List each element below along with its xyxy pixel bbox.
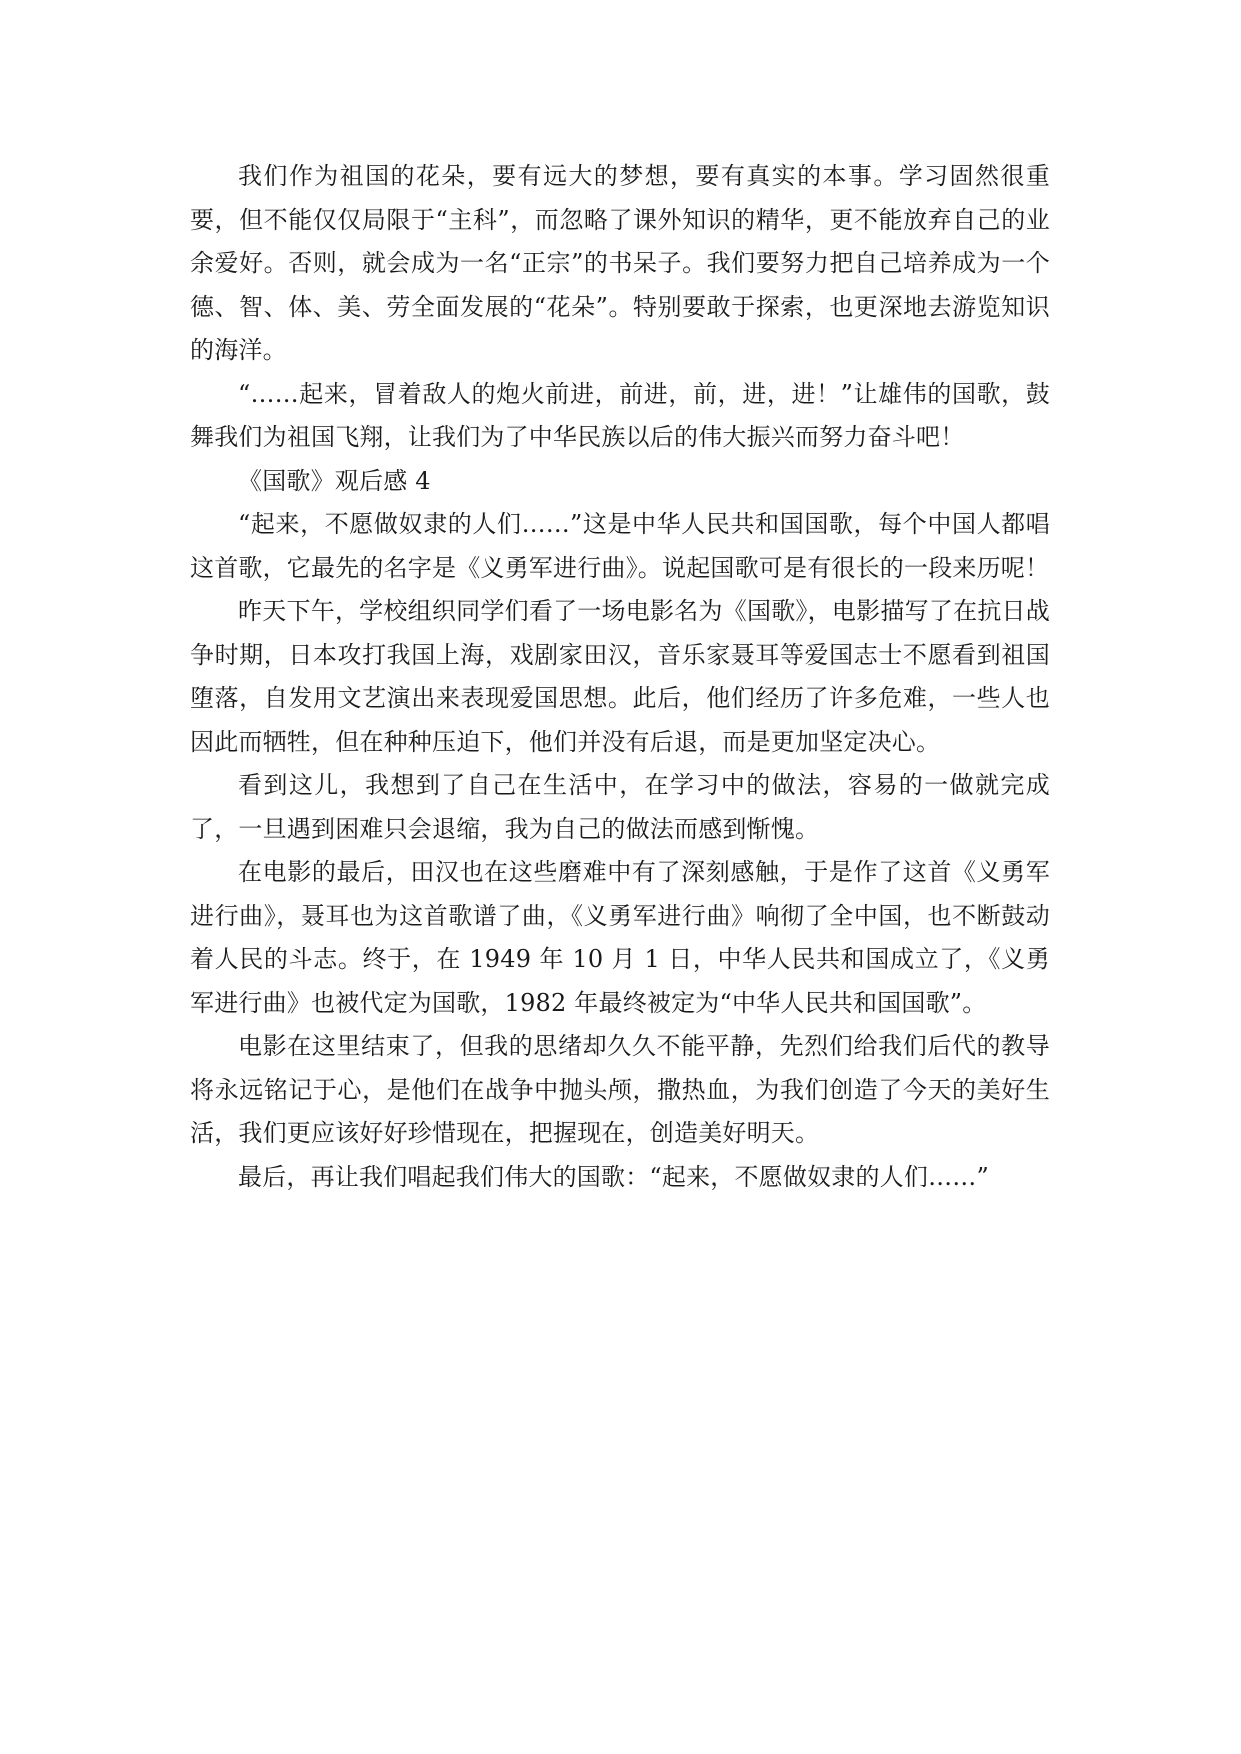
paragraph-flower-dream: 我们作为祖国的花朵，要有远大的梦想，要有真实的本事。学习固然很重要，但不能仅仅局限于“主科”，而忽略了课外知识的精华，更不能放弃自己的业余爱好。否则，就会成为一名“正宗”的书呆子。我们要努力把自己培养成为一个德、智、体、美、劳全面发展的“花朵”。特别要敢于探索，也更深地去游览知识的海洋。 bbox=[190, 162, 1050, 364]
paragraph-anthem-history: 在电影的最后，田汉也在这些磨难中有了深刻感触，于是作了这首《义勇军进行曲》，聂耳也为这首歌谱了曲，《义勇军进行曲》响彻了全中国，也不断鼓动着人民的斗志。终于，在 1949 年 10 月 1 日，中华人民共和国成立了，《义勇军进行曲》也被代定为国歌，1982 年最终被定为“中华人民共和国国歌”。 bbox=[190, 858, 1050, 1017]
paragraph-movie-ending: 电影在这里结束了，但我的思绪却久久不能平静，先烈们给我们后代的教导将永远铭记于心，是他们在战争中抛头颅，撒热血，为我们创造了今天的美好生活，我们更应该好好珍惜现在，把握现在，创造美好明天。 bbox=[190, 1032, 1050, 1147]
paragraph-movie-summary: 昨天下午，学校组织同学们看了一场电影名为《国歌》，电影描写了在抗日战争时期，日本攻打我国上海，戏剧家田汉，音乐家聂耳等爱国志士不愿看到祖国堕落，自发用文艺演出来表现爱国思想。此后，他们经历了许多危难，一些人也因此而牺牲，但在种种压迫下，他们并没有后退，而是更加坚定决心。 bbox=[190, 597, 1050, 756]
paragraph-anthem-quote: “……起来，冒着敌人的炮火前进，前进，前，进，进！”让雄伟的国歌，鼓舞我们为祖国飞翔，让我们为了中华民族以后的伟大振兴而努力奋斗吧！ bbox=[190, 379, 1050, 451]
paragraph-self-reflection: 看到这儿，我想到了自己在生活中，在学习中的做法，容易的一做就完成了，一旦遇到困难只会退缩，我为自己的做法而感到惭愧。 bbox=[190, 771, 1050, 843]
paragraph-closing: 最后，再让我们唱起我们伟大的国歌：“起来，不愿做奴隶的人们……” bbox=[238, 1162, 989, 1191]
paragraph-anthem-intro: “起来，不愿做奴隶的人们……”这是中华人民共和国国歌，每个中国人都唱这首歌，它最先的名字是《义勇军进行曲》。说起国歌可是有很长的一段来历呢！ bbox=[190, 510, 1050, 582]
section-title: 《国歌》观后感 4 bbox=[238, 466, 431, 495]
document-body bbox=[190, 155, 1050, 1199]
